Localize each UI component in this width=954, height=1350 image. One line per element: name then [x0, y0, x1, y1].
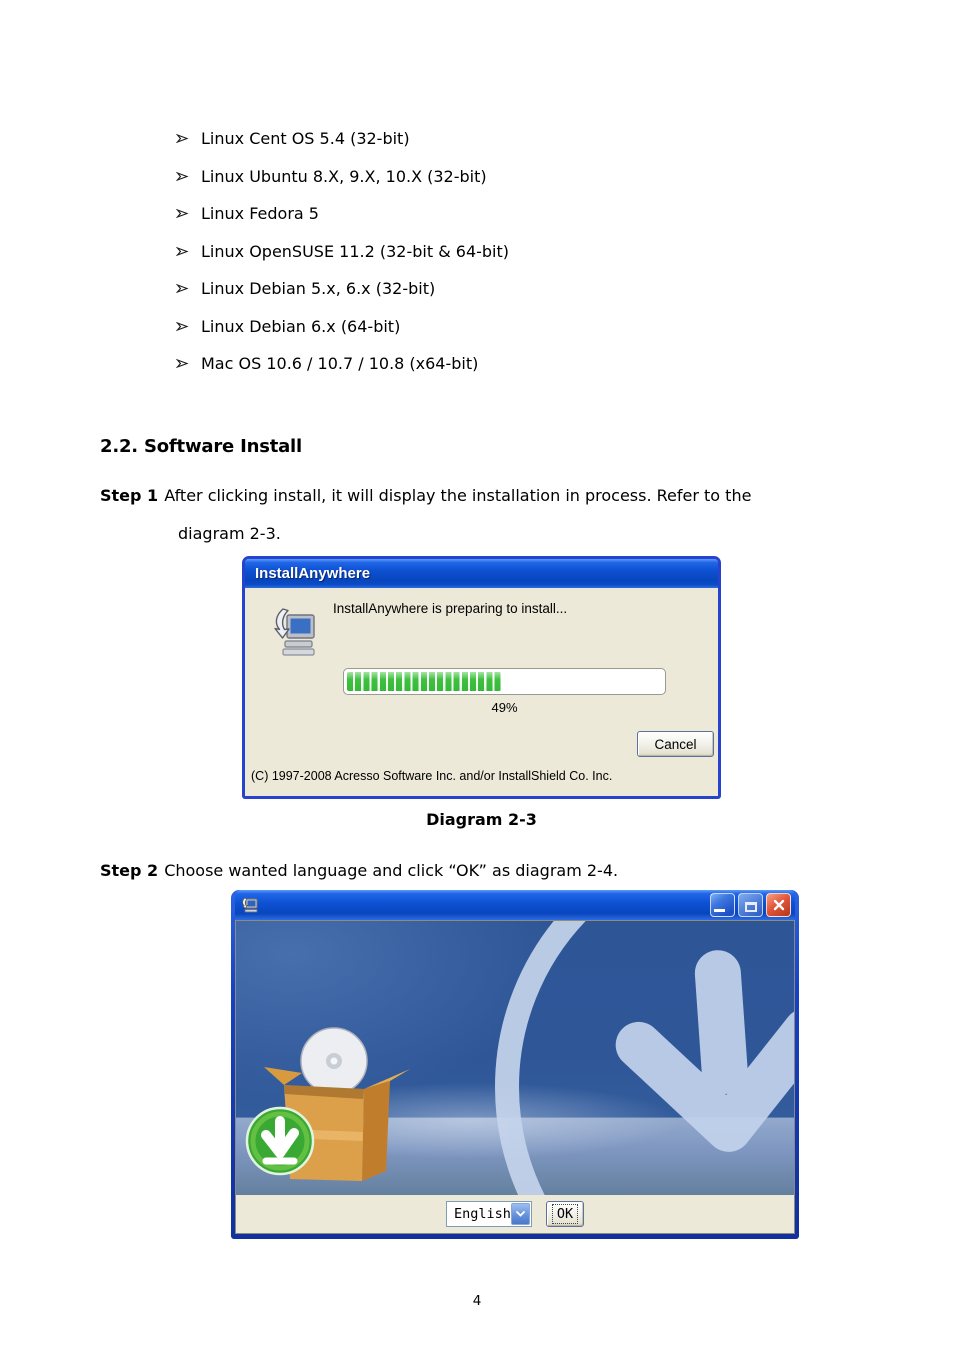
green-download-badge-icon	[247, 1108, 313, 1174]
installanywhere-progress-dialog	[242, 556, 721, 799]
installer-splash-art	[236, 921, 794, 1195]
dialog-title: InstallAnywhere	[255, 565, 371, 582]
minimize-button[interactable]	[710, 893, 735, 917]
language-select[interactable]	[446, 1201, 532, 1227]
window-content	[235, 920, 795, 1234]
list-item-text: Linux Ubuntu 8.X, 9.X, 10.X (32-bit)	[201, 166, 487, 186]
chevron-down-icon[interactable]	[511, 1203, 530, 1225]
ok-button-label: OK	[552, 1204, 578, 1224]
list-item	[176, 195, 509, 233]
cancel-button[interactable]: Cancel	[637, 731, 714, 757]
list-item	[176, 270, 509, 308]
step2-text: Step 2 Choose wanted language and click “OK” as diagram 2-4.	[100, 861, 619, 880]
arrowhead-bullet-icon	[176, 320, 189, 333]
computer-install-icon	[241, 897, 259, 914]
copyright-text: (C) 1997-2008 Acresso Software Inc. and/or InstallShield Co. Inc.	[251, 769, 613, 783]
dialog-body	[245, 588, 718, 793]
list-item	[176, 345, 509, 383]
close-icon	[773, 899, 785, 911]
minimize-icon	[714, 909, 725, 912]
list-item-text: Linux Cent OS 5.4 (32-bit)	[201, 129, 410, 149]
progress-bar	[343, 668, 666, 695]
list-item	[176, 120, 509, 158]
arrowhead-bullet-icon	[176, 245, 189, 258]
list-item	[176, 233, 509, 271]
list-item	[176, 308, 509, 346]
language-bar	[236, 1195, 794, 1233]
list-item-text: Linux Fedora 5	[201, 204, 319, 224]
close-button[interactable]	[766, 893, 791, 917]
list-item-text: Linux OpenSUSE 11.2 (32-bit & 64-bit)	[201, 241, 510, 261]
window-controls	[707, 893, 791, 917]
language-chooser-window	[231, 890, 799, 1239]
step1-text-line2: diagram 2-3.	[178, 524, 281, 543]
maximize-button[interactable]	[738, 893, 763, 917]
language-select-value: English	[454, 1206, 511, 1222]
ok-button[interactable]	[546, 1201, 584, 1227]
arrowhead-bullet-icon	[176, 132, 189, 145]
list-item-text: Linux Debian 6.x (64-bit)	[201, 316, 401, 336]
arrowhead-bullet-icon	[176, 282, 189, 295]
step2-label: Step 2	[100, 861, 159, 880]
list-item-text: Linux Debian 5.x, 6.x (32-bit)	[201, 279, 436, 299]
dialog-titlebar[interactable]	[245, 559, 718, 588]
list-item-text: Mac OS 10.6 / 10.7 / 10.8 (x64-bit)	[201, 354, 479, 374]
computer-install-icon	[272, 608, 318, 658]
diagram-2-3-caption: Diagram 2-3	[426, 810, 537, 829]
maximize-icon	[745, 902, 757, 912]
window-titlebar[interactable]	[235, 890, 795, 920]
circle-download-arrow-logo	[507, 921, 794, 1195]
progress-fill	[347, 672, 501, 691]
arrowhead-bullet-icon	[176, 170, 189, 183]
section-heading: 2.2. Software Install	[100, 436, 303, 457]
step1-text: Step 1 After clicking install, it will display the installation in process. Refer to the	[100, 486, 752, 505]
progress-percent-label: 49%	[491, 700, 518, 715]
list-item	[176, 158, 509, 196]
arrowhead-bullet-icon	[176, 207, 189, 220]
dialog-message: InstallAnywhere is preparing to install...	[333, 601, 568, 616]
supported-os-list	[176, 120, 509, 383]
page-number: 4	[472, 1293, 482, 1309]
software-box-cd-icon	[247, 1028, 410, 1181]
arrowhead-bullet-icon	[176, 357, 189, 370]
step1-label: Step 1	[100, 486, 159, 505]
